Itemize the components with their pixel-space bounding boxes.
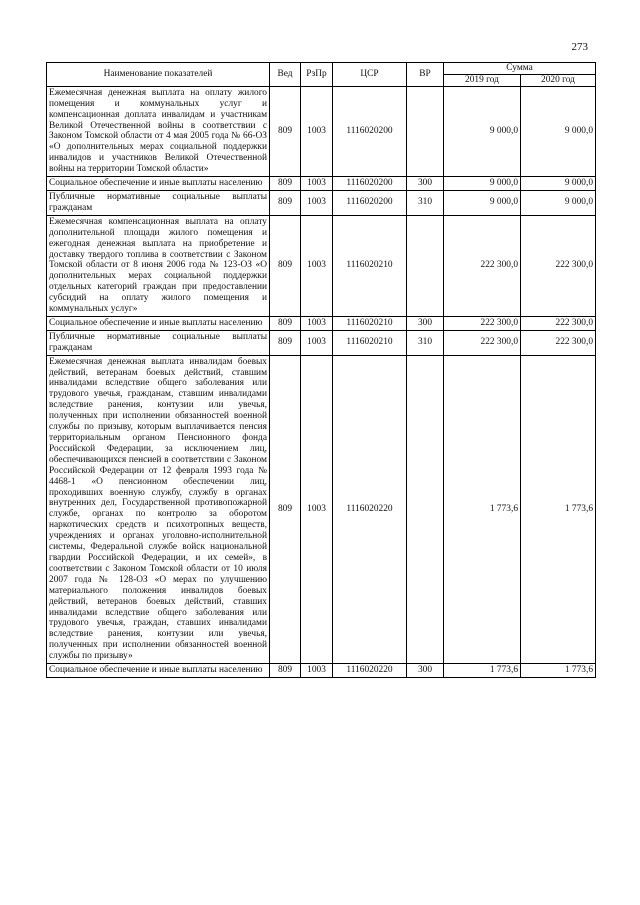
row-name: Социальное обеспечение и иные выплаты населению <box>47 664 270 678</box>
table-row <box>47 86 596 176</box>
table-row <box>47 664 596 678</box>
row-sum-2020: 1 773,6 <box>521 355 596 663</box>
row-csr: 1116020210 <box>333 330 407 355</box>
row-sum-2019: 222 300,0 <box>444 330 521 355</box>
row-vr <box>407 215 444 316</box>
table-header <box>47 63 596 87</box>
row-sum-2020: 9 000,0 <box>521 86 596 176</box>
table-row <box>47 177 596 191</box>
row-csr: 1116020200 <box>333 177 407 191</box>
row-name: Ежемесячная денежная выплата на оплату жилого помещения и коммунальных услуг и компенсационная доплата инвалидам и участникам Великой Отечественной войны в соответствии с Законом Томской области от 4 мая 2005 года № 66-ОЗ «О дополнительных мерах социальной поддержки инвалидов и участников Великой Отечественной войны на территории Томской области» <box>47 86 270 176</box>
row-vr: 300 <box>407 316 444 330</box>
row-sum-2019: 9 000,0 <box>444 86 521 176</box>
row-name: Социальное обеспечение и иные выплаты населению <box>47 316 270 330</box>
row-rzpr: 1003 <box>301 316 333 330</box>
row-rzpr: 1003 <box>301 190 333 215</box>
row-csr: 1116020200 <box>333 86 407 176</box>
page-number: 273 <box>571 41 588 53</box>
row-sum-2020: 9 000,0 <box>521 190 596 215</box>
table-row <box>47 355 596 663</box>
header-name: Наименование показателей <box>47 63 270 87</box>
row-rzpr: 1003 <box>301 330 333 355</box>
row-name: Публичные нормативные социальные выплаты гражданам <box>47 190 270 215</box>
row-vr: 300 <box>407 664 444 678</box>
header-sum: Сумма <box>444 63 596 75</box>
table-row <box>47 190 596 215</box>
row-sum-2019: 1 773,6 <box>444 664 521 678</box>
header-rzpr: РзПр <box>301 63 333 87</box>
header-vr: ВР <box>407 63 444 87</box>
table-row <box>47 215 596 316</box>
row-ved: 809 <box>270 664 301 678</box>
row-rzpr: 1003 <box>301 177 333 191</box>
header-2019: 2019 год <box>444 74 521 86</box>
row-sum-2019: 222 300,0 <box>444 316 521 330</box>
row-csr: 1116020210 <box>333 316 407 330</box>
row-vr: 310 <box>407 190 444 215</box>
row-vr: 300 <box>407 177 444 191</box>
row-ved: 809 <box>270 355 301 663</box>
row-sum-2020: 1 773,6 <box>521 664 596 678</box>
row-sum-2020: 222 300,0 <box>521 215 596 316</box>
row-sum-2019: 9 000,0 <box>444 190 521 215</box>
header-csr: ЦСР <box>333 63 407 87</box>
row-csr: 1116020220 <box>333 664 407 678</box>
row-vr <box>407 86 444 176</box>
row-ved: 809 <box>270 330 301 355</box>
row-sum-2019: 222 300,0 <box>444 215 521 316</box>
row-ved: 809 <box>270 86 301 176</box>
budget-table <box>46 62 596 678</box>
row-ved: 809 <box>270 215 301 316</box>
row-name: Социальное обеспечение и иные выплаты населению <box>47 177 270 191</box>
row-sum-2019: 1 773,6 <box>444 355 521 663</box>
row-ved: 809 <box>270 190 301 215</box>
row-rzpr: 1003 <box>301 215 333 316</box>
row-rzpr: 1003 <box>301 664 333 678</box>
row-name: Ежемесячная денежная выплата инвалидам боевых действий, ветеранам боевых действий, ставшим инвалидами вследствие общего заболевания или трудового увечья, гражданам, ставшим инвалидами вследствие ранения, контузии или увечья, полученных при исполнении обязанностей военной службы по призыву, которым выплачивается пенсия территориальным органом Пенсионного фонда Российской Федерации, за исключением лиц, обеспечивающихся пенсией в соответствии с Законом Российской Федерации от 12 февраля 1993 года № 4468-1 «О пенсионном обеспечении лиц, проходивших военную службу, службу в органах внутренних дел, Государственной противопожарной службе, органах по контролю за оборотом наркотических средств и психотропных веществ, учреждениях и органах уголовно-исполнительной системы, Федеральной службе войск национальной гвардии Российской Федерации, и их семей», в соответствии с Законом Томской области от 10 июля 2007 года № 128-ОЗ «О мерах по улучшению материального положения инвалидов боевых действий, ветеранов боевых действий, ставших инвалидами вследствие общего заболевания или трудового увечья, граждан, ставших инвалидами вследствие ранения, контузии или увечья, полученных при исполнении обязанностей военной службы по призыву» <box>47 355 270 663</box>
row-csr: 1116020210 <box>333 215 407 316</box>
header-ved: Вед <box>270 63 301 87</box>
row-sum-2020: 9 000,0 <box>521 177 596 191</box>
row-name: Публичные нормативные социальные выплаты гражданам <box>47 330 270 355</box>
row-vr <box>407 355 444 663</box>
row-vr: 310 <box>407 330 444 355</box>
header-2020: 2020 год <box>521 74 596 86</box>
row-name: Ежемесячная компенсационная выплата на оплату дополнительной площади жилого помещения и ежегодная денежная выплата на приобретение и доставку твердого топлива в соответствии с Законом Томской области от 8 июня 2006 года № 123-ОЗ «О дополнительных мерах социальной поддержки отдельных категорий граждан при предоставлении субсидий на оплату жилого помещения и коммунальных услуг» <box>47 215 270 316</box>
row-sum-2019: 9 000,0 <box>444 177 521 191</box>
table-row <box>47 316 596 330</box>
table-row <box>47 330 596 355</box>
row-csr: 1116020200 <box>333 190 407 215</box>
row-rzpr: 1003 <box>301 355 333 663</box>
row-rzpr: 1003 <box>301 86 333 176</box>
row-sum-2020: 222 300,0 <box>521 316 596 330</box>
row-ved: 809 <box>270 177 301 191</box>
row-sum-2020: 222 300,0 <box>521 330 596 355</box>
row-csr: 1116020220 <box>333 355 407 663</box>
row-ved: 809 <box>270 316 301 330</box>
